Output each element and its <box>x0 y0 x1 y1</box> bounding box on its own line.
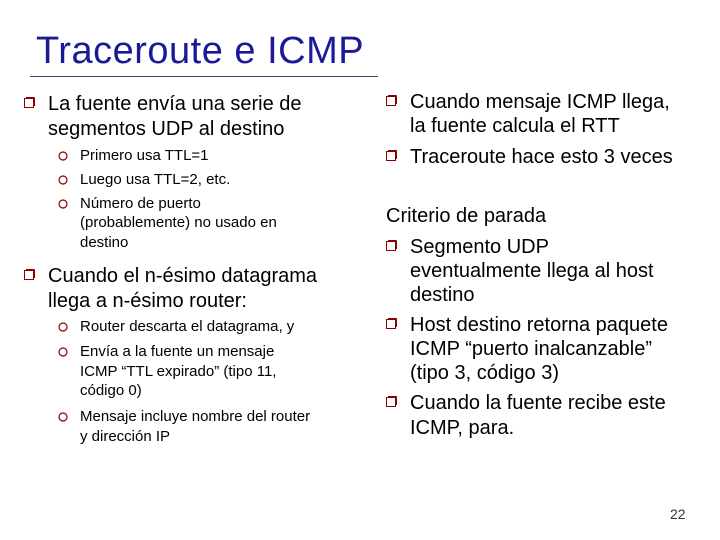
bullet-line: Traceroute hace esto 3 veces <box>410 146 673 168</box>
bullet-line: La fuente envía una serie de <box>48 93 302 115</box>
bullet-line: segmentos UDP al destino <box>48 118 285 140</box>
sub-bullet-line: ICMP “TTL expirado” (tipo 11, <box>80 363 277 380</box>
checkbox-bullet-icon <box>24 269 35 280</box>
bullet-line: Segmento UDP <box>410 236 549 258</box>
sub-bullet-line: destino <box>80 234 129 251</box>
bullet-line: Host destino retorna paquete <box>410 314 668 336</box>
circle-bullet-icon <box>58 322 68 332</box>
circle-bullet-icon <box>58 347 68 357</box>
bullet-line: Cuando mensaje ICMP llega, <box>410 91 670 113</box>
checkbox-bullet-icon <box>386 318 397 329</box>
sub-bullet-line: (probablemente) no usado en <box>80 214 277 231</box>
bullet-line: Cuando el n-ésimo datagrama <box>48 265 318 287</box>
bullet-line: destino <box>410 284 475 306</box>
bullet-line: Cuando la fuente recibe este <box>410 392 666 414</box>
section-heading: Criterio de parada <box>386 205 547 227</box>
checkbox-bullet-icon <box>386 150 397 161</box>
checkbox-bullet-icon <box>386 396 397 407</box>
sub-bullet-line: y dirección IP <box>80 428 171 445</box>
bullet-line: llega a n-ésimo router: <box>48 290 247 312</box>
sub-bullet-line: Mensaje incluye nombre del router <box>80 408 311 425</box>
slide-title: Traceroute e ICMP <box>36 30 365 72</box>
sub-bullet-line: Número de puerto <box>80 195 201 212</box>
checkbox-bullet-icon <box>386 95 397 106</box>
circle-bullet-icon <box>58 175 68 185</box>
sub-bullet-line: Envía a la fuente un mensaje <box>80 343 275 360</box>
sub-bullet-line: código 0) <box>80 382 142 399</box>
bullet-line: (tipo 3, código 3) <box>410 362 559 384</box>
title-underline <box>30 76 378 77</box>
sub-bullet-line: Primero usa TTL=1 <box>80 147 209 164</box>
circle-bullet-icon <box>58 412 68 422</box>
bullet-line: ICMP, para. <box>410 417 515 439</box>
checkbox-bullet-icon <box>386 240 397 251</box>
bullet-line: eventualmente llega al host <box>410 260 654 282</box>
sub-bullet-line: Luego usa TTL=2, etc. <box>80 171 231 188</box>
checkbox-bullet-icon <box>24 97 35 108</box>
bullet-line: ICMP “puerto inalcanzable” <box>410 338 652 360</box>
circle-bullet-icon <box>58 151 68 161</box>
bullet-line: la fuente calcula el RTT <box>410 115 620 137</box>
sub-bullet-line: Router descarta el datagrama, y <box>80 318 295 335</box>
circle-bullet-icon <box>58 199 68 209</box>
page-number: 22 <box>670 506 686 522</box>
